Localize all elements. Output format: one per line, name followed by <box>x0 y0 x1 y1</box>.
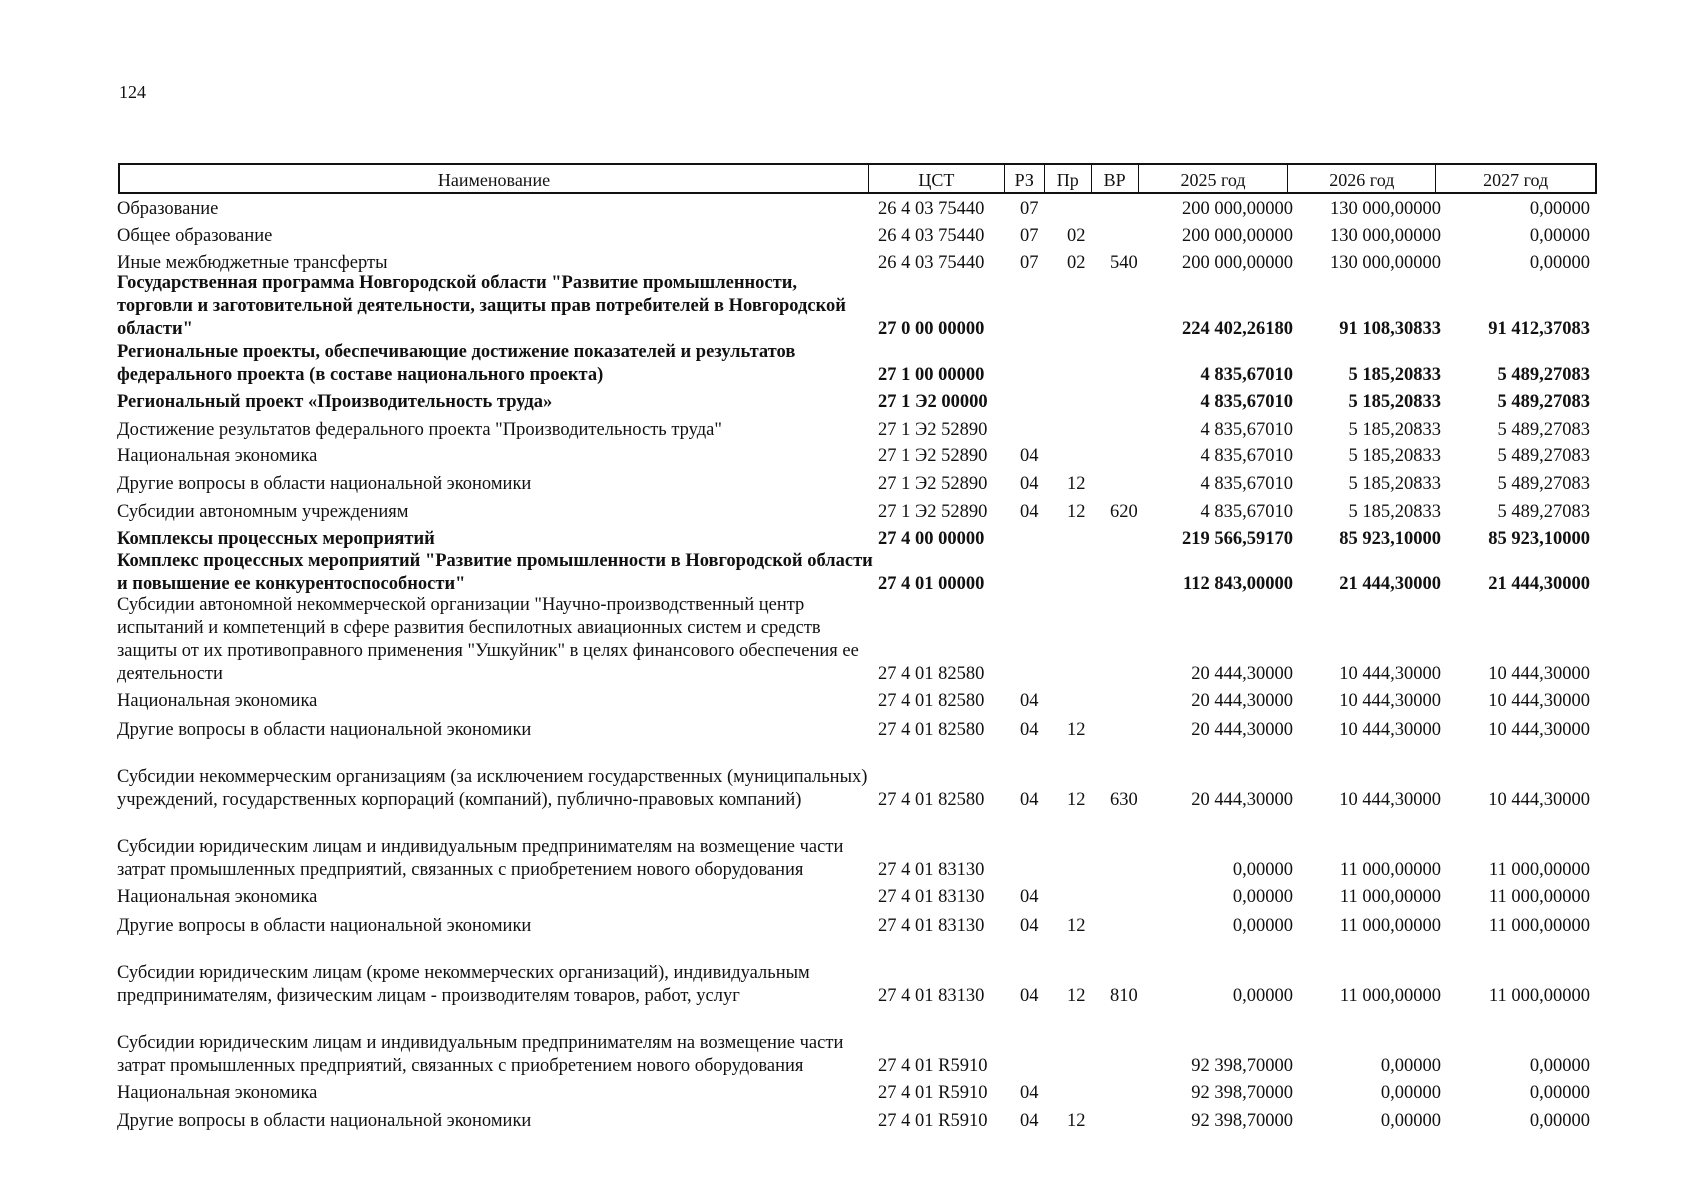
cell-cst: 27 1 Э2 52890 <box>878 474 988 494</box>
header-vr: ВР <box>1092 165 1139 192</box>
cell-y2026: 91 108,30833 <box>1339 319 1441 339</box>
cell-y2026: 0,00000 <box>1380 1083 1441 1103</box>
cell-y2027: 21 444,30000 <box>1488 574 1590 594</box>
cell-y2025: 4 835,67010 <box>1200 392 1293 412</box>
cell-y2025: 20 444,30000 <box>1191 790 1293 810</box>
cell-rz: 07 <box>1020 253 1039 273</box>
cell-y2025: 200 000,00000 <box>1182 253 1293 273</box>
cell-pr: 12 <box>1067 1111 1086 1131</box>
cell-name: Национальная экономика <box>117 446 318 466</box>
cell-y2027: 85 923,10000 <box>1488 529 1590 549</box>
table-row <box>0 341 1693 387</box>
table-row <box>0 1082 1693 1105</box>
cell-name: Другие вопросы в области национальной экономики <box>117 1111 532 1131</box>
cell-cst: 26 4 03 75440 <box>878 226 985 246</box>
cell-rz: 07 <box>1020 199 1039 219</box>
cell-y2027: 5 489,27083 <box>1497 365 1590 385</box>
cell-name: Комплекс процессных мероприятий "Развитие промышленности в Новгородской области и повышение ее конкурентоспособности" <box>117 551 873 594</box>
cell-y2027: 0,00000 <box>1529 1111 1590 1131</box>
cell-cst: 26 4 03 75440 <box>878 199 985 219</box>
table-row <box>0 1009 1693 1078</box>
table-row <box>0 419 1693 442</box>
cell-pr: 02 <box>1067 226 1086 246</box>
cell-y2026: 0,00000 <box>1380 1111 1441 1131</box>
table-row <box>0 473 1693 496</box>
table-row <box>0 1110 1693 1133</box>
cell-y2025: 4 835,67010 <box>1200 474 1293 494</box>
cell-y2025: 200 000,00000 <box>1182 226 1293 246</box>
cell-cst: 27 4 01 82580 <box>878 720 985 740</box>
cell-y2026: 11 000,00000 <box>1339 916 1441 936</box>
cell-y2027: 5 489,27083 <box>1497 392 1590 412</box>
cell-pr: 12 <box>1067 790 1086 810</box>
table-row <box>0 391 1693 414</box>
table-row <box>0 939 1693 1008</box>
cell-rz: 04 <box>1020 790 1039 810</box>
cell-cst: 27 1 00 00000 <box>878 365 985 385</box>
cell-y2027: 0,00000 <box>1529 226 1590 246</box>
cell-rz: 04 <box>1020 720 1039 740</box>
cell-y2025: 0,00000 <box>1232 887 1293 907</box>
cell-y2025: 4 835,67010 <box>1200 446 1293 466</box>
cell-name: Комплексы процессных мероприятий <box>117 529 435 549</box>
table-row <box>0 719 1693 742</box>
cell-name: Субсидии автономной некоммерческой организации "Научно-производственный центр испытаний и компетенций в сфере развития беспилотных авиационных систем и средств защиты от их противоправного применения "Ушкуйник" в целях финансового обеспечения ее деятельности <box>117 595 859 684</box>
header-name: Наименование <box>120 165 869 192</box>
cell-y2026: 130 000,00000 <box>1330 253 1441 273</box>
cell-rz: 04 <box>1020 887 1039 907</box>
cell-y2026: 11 000,00000 <box>1339 887 1441 907</box>
cell-y2025: 219 566,59170 <box>1182 529 1293 549</box>
cell-cst: 27 4 01 00000 <box>878 574 985 594</box>
cell-y2026: 5 185,20833 <box>1348 502 1441 522</box>
table-row <box>0 886 1693 909</box>
cell-y2026: 5 185,20833 <box>1348 365 1441 385</box>
cell-y2025: 20 444,30000 <box>1191 691 1293 711</box>
table-row <box>0 445 1693 468</box>
cell-cst: 27 4 01 82580 <box>878 691 985 711</box>
cell-cst: 27 1 Э2 00000 <box>878 392 988 412</box>
cell-y2027: 11 000,00000 <box>1488 986 1590 1006</box>
cell-cst: 27 4 01 R5910 <box>878 1056 988 1076</box>
cell-y2025: 112 843,00000 <box>1183 574 1293 594</box>
cell-y2026: 10 444,30000 <box>1339 664 1441 684</box>
cell-name: Субсидии юридическим лицам и индивидуальным предпринимателям на возмещение части затрат промышленных предприятий, связанных с приобретением нового оборудования <box>117 1033 844 1076</box>
header-2026: 2026 год <box>1288 165 1436 192</box>
cell-y2025: 0,00000 <box>1232 986 1293 1006</box>
cell-rz: 04 <box>1020 986 1039 1006</box>
cell-cst: 27 1 Э2 52890 <box>878 446 988 466</box>
table-row <box>0 813 1693 882</box>
cell-cst: 27 4 01 83130 <box>878 887 985 907</box>
cell-y2027: 5 489,27083 <box>1497 420 1590 440</box>
cell-cst: 27 4 01 R5910 <box>878 1083 988 1103</box>
cell-rz: 04 <box>1020 446 1039 466</box>
cell-name: Субсидии юридическим лицам и индивидуальным предпринимателям на возмещение части затрат промышленных предприятий, связанных с приобретением нового оборудования <box>117 837 844 880</box>
table-row <box>0 501 1693 524</box>
cell-y2025: 4 835,67010 <box>1200 420 1293 440</box>
cell-y2025: 224 402,26180 <box>1182 319 1293 339</box>
cell-y2027: 91 412,37083 <box>1488 319 1590 339</box>
cell-y2025: 0,00000 <box>1232 916 1293 936</box>
cell-cst: 27 4 01 82580 <box>878 664 985 684</box>
cell-rz: 04 <box>1020 474 1039 494</box>
cell-y2027: 0,00000 <box>1529 253 1590 273</box>
cell-y2026: 5 185,20833 <box>1348 474 1441 494</box>
cell-name: Образование <box>117 199 219 219</box>
cell-cst: 27 0 00 00000 <box>878 319 985 339</box>
header-rz: РЗ <box>1005 165 1045 192</box>
cell-y2026: 11 000,00000 <box>1339 986 1441 1006</box>
cell-name: Достижение результатов федерального проекта "Производительность труда" <box>117 420 722 440</box>
cell-cst: 27 4 01 82580 <box>878 790 985 810</box>
cell-y2026: 130 000,00000 <box>1330 226 1441 246</box>
cell-name: Общее образование <box>117 226 273 246</box>
cell-y2025: 92 398,70000 <box>1191 1083 1293 1103</box>
cell-pr: 12 <box>1067 502 1086 522</box>
cell-name: Субсидии некоммерческим организациям (за исключением государственных (муниципальных) учреждений, государственных корпораций (компаний), публично-правовых компаний) <box>117 767 868 810</box>
table-row <box>0 690 1693 713</box>
cell-y2027: 5 489,27083 <box>1497 474 1590 494</box>
table-row <box>0 272 1693 341</box>
header-cst: ЦСТ <box>869 165 1005 192</box>
cell-cst: 26 4 03 75440 <box>878 253 985 273</box>
header-2027: 2027 год <box>1483 169 1549 190</box>
table-row <box>0 594 1693 686</box>
cell-y2025: 4 835,67010 <box>1200 365 1293 385</box>
cell-y2027: 10 444,30000 <box>1488 691 1590 711</box>
cell-y2025: 200 000,00000 <box>1182 199 1293 219</box>
table-row <box>0 915 1693 938</box>
cell-y2026: 5 185,20833 <box>1348 446 1441 466</box>
cell-y2027: 0,00000 <box>1529 1056 1590 1076</box>
cell-name: Региональный проект «Производительность труда» <box>117 392 553 412</box>
cell-y2027: 10 444,30000 <box>1488 720 1590 740</box>
cell-pr: 12 <box>1067 986 1086 1006</box>
cell-y2027: 5 489,27083 <box>1497 446 1590 466</box>
cell-rz: 04 <box>1020 1111 1039 1131</box>
cell-pr: 12 <box>1067 474 1086 494</box>
cell-cst: 27 4 01 83130 <box>878 986 985 1006</box>
cell-cst: 27 1 Э2 52890 <box>878 502 988 522</box>
cell-cst: 27 1 Э2 52890 <box>878 420 988 440</box>
cell-cst: 27 4 01 83130 <box>878 916 985 936</box>
table-row <box>0 198 1693 221</box>
cell-y2027: 0,00000 <box>1529 199 1590 219</box>
cell-name: Другие вопросы в области национальной экономики <box>117 720 532 740</box>
cell-pr: 02 <box>1067 253 1086 273</box>
cell-vr: 810 <box>1110 986 1138 1006</box>
cell-rz: 07 <box>1020 226 1039 246</box>
cell-rz: 04 <box>1020 691 1039 711</box>
cell-y2027: 10 444,30000 <box>1488 664 1590 684</box>
cell-y2027: 11 000,00000 <box>1488 887 1590 907</box>
cell-y2026: 5 185,20833 <box>1348 392 1441 412</box>
cell-y2026: 85 923,10000 <box>1339 529 1441 549</box>
cell-y2025: 0,00000 <box>1232 860 1293 880</box>
cell-y2026: 10 444,30000 <box>1339 790 1441 810</box>
cell-y2027: 11 000,00000 <box>1488 860 1590 880</box>
page-number: 124 <box>119 82 146 102</box>
cell-pr: 12 <box>1067 720 1086 740</box>
table-row <box>0 528 1693 551</box>
cell-y2026: 10 444,30000 <box>1339 720 1441 740</box>
header-pr: Пр <box>1045 165 1092 192</box>
cell-y2026: 0,00000 <box>1380 1056 1441 1076</box>
cell-name: Государственная программа Новгородской области "Развитие промышленности, торговли и заготовительной деятельности, защиты прав потребителей в Новгородской области" <box>117 273 846 339</box>
cell-y2026: 130 000,00000 <box>1330 199 1441 219</box>
cell-vr: 540 <box>1110 253 1138 273</box>
cell-name: Национальная экономика <box>117 1083 318 1103</box>
header-2025: 2025 год <box>1139 165 1289 192</box>
cell-y2025: 92 398,70000 <box>1191 1111 1293 1131</box>
cell-y2026: 11 000,00000 <box>1339 860 1441 880</box>
cell-y2025: 20 444,30000 <box>1191 720 1293 740</box>
cell-y2027: 0,00000 <box>1529 1083 1590 1103</box>
cell-y2027: 11 000,00000 <box>1488 916 1590 936</box>
cell-vr: 620 <box>1110 502 1138 522</box>
cell-name: Субсидии юридическим лицам (кроме некоммерческих организаций), индивидуальным предпринимателям, физическим лицам - производителям товаров, работ, услуг <box>117 963 810 1006</box>
table-row <box>0 743 1693 812</box>
cell-y2026: 5 185,20833 <box>1348 420 1441 440</box>
cell-y2027: 5 489,27083 <box>1497 502 1590 522</box>
cell-rz: 04 <box>1020 916 1039 936</box>
cell-y2026: 10 444,30000 <box>1339 691 1441 711</box>
cell-name: Другие вопросы в области национальной экономики <box>117 916 532 936</box>
cell-vr: 630 <box>1110 790 1138 810</box>
cell-rz: 04 <box>1020 1083 1039 1103</box>
cell-name: Другие вопросы в области национальной экономики <box>117 474 532 494</box>
cell-y2025: 20 444,30000 <box>1191 664 1293 684</box>
cell-y2026: 21 444,30000 <box>1339 574 1441 594</box>
cell-y2025: 92 398,70000 <box>1191 1056 1293 1076</box>
cell-name: Региональные проекты, обеспечивающие достижение показателей и результатов федерального проекта (в составе национального проекта) <box>117 342 796 385</box>
table-row <box>0 550 1693 596</box>
cell-name: Иные межбюджетные трансферты <box>117 253 388 273</box>
cell-name: Национальная экономика <box>117 691 318 711</box>
cell-name: Национальная экономика <box>117 887 318 907</box>
cell-pr: 12 <box>1067 916 1086 936</box>
cell-y2027: 10 444,30000 <box>1488 790 1590 810</box>
cell-cst: 27 4 01 83130 <box>878 860 985 880</box>
cell-cst: 27 4 01 R5910 <box>878 1111 988 1131</box>
cell-cst: 27 4 00 00000 <box>878 529 985 549</box>
cell-rz: 04 <box>1020 502 1039 522</box>
table-header <box>118 163 1597 194</box>
cell-y2025: 4 835,67010 <box>1200 502 1293 522</box>
cell-name: Субсидии автономным учреждениям <box>117 502 409 522</box>
table-row <box>0 225 1693 248</box>
